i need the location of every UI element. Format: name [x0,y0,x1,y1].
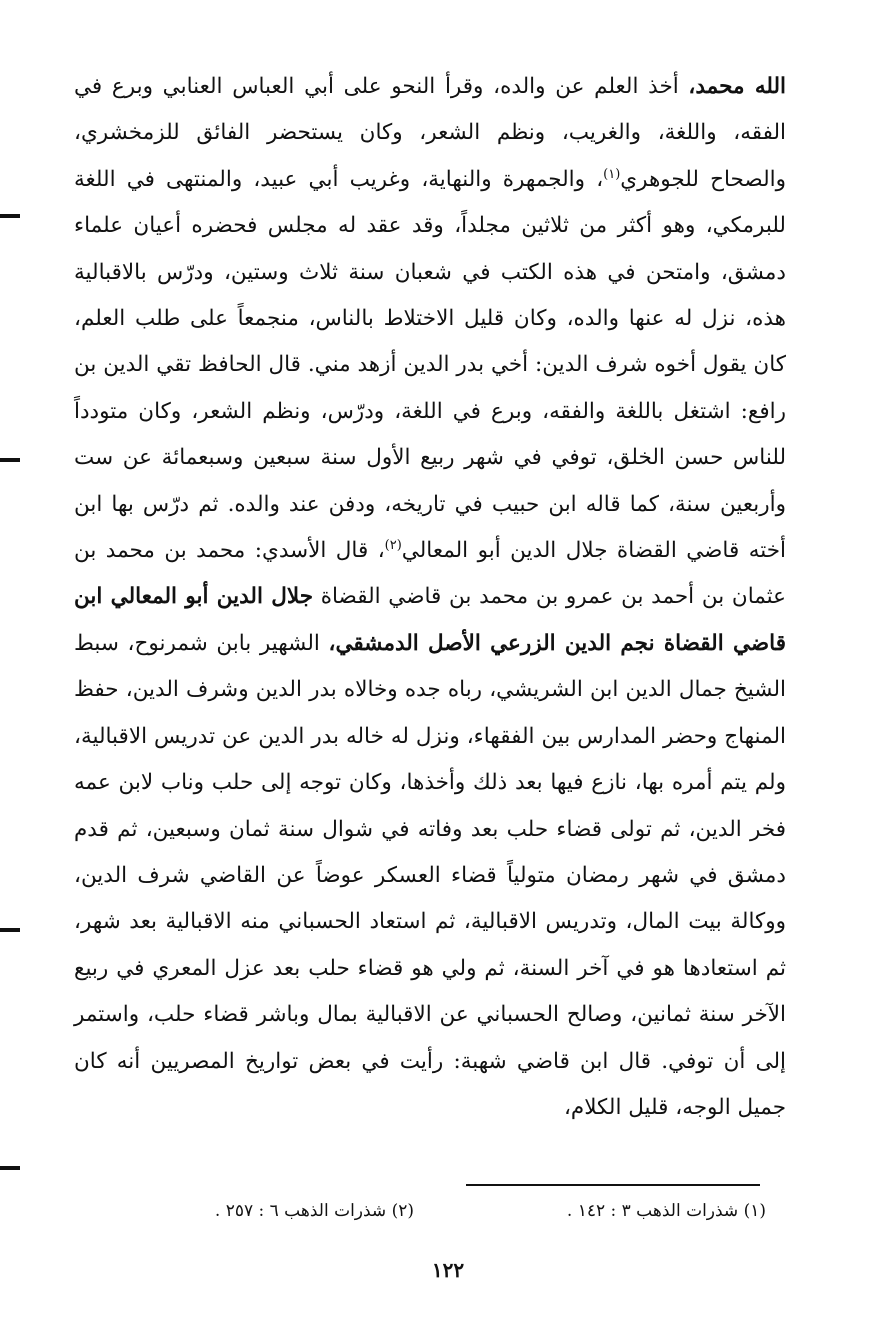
paragraph-text: أخذ العلم عن والده، وقرأ النحو على أبي العباس العنابي وبرع في الفقه، واللغة، والغريب، ونظم الشعر، وكان يستحضر الفائق للزمخشري، والصحاح للجوهري [74,74,786,192]
margin-mark [0,1166,20,1170]
body-paragraph [74,64,786,1131]
footnote-divider [466,1184,760,1186]
footnote-ref-1: (١) [603,166,621,182]
margin-mark [0,214,20,218]
paragraph-text: ، والجمهرة والنهاية، وغريب أبي عبيد، والمنتهى في اللغة للبرمكي، وهو أكثر من ثلاثين مجلداً، وقد عقد له مجلس فحضره أعيان علماء دمشق، وامتحن في هذه الكتب في شعبان سنة ثلاث وستين، ودرّس بالاقبالية هذه، نزل له عنها والده، وكان قليل الاختلاط بالناس، منجمعاً على طلب العلم، كان يقول أخوه شرف الدين: أخي بدر الدين أزهد مني. قال الحافظ تقي الدين بن رافع: اشتغل باللغة والفقه، وبرع في اللغة، ودرّس، ونظم الشعر، وكان متودداً للناس حسن الخلق، توفي في شهر ربيع الأول سنة سبعين وسبعمائة عن ست وأربعين سنة، كما قاله ابن حبيب في تاريخه، ودفن عند والده. ثم درّس بها ابن أخته قاضي القضاة جلال الدين أبو المعالي [74,166,786,564]
margin-mark [0,458,20,462]
footnote-1: (١) شذرات الذهب ٣ : ١٤٢ . [566,1201,766,1221]
page-number: ١٢٢ [431,1258,465,1282]
paragraph-text: الشهير بابن شمرنوح، سبط الشيخ جمال الدين ابن الشريشي، رباه جده وخالاه بدر الدين وشرف الدين، حفظ المنهاج وحضر المدارس بين الفقهاء، ونزل له خاله بدر الدين عن تدريس الاقبالية، ولم يتم أمره بها، نازع فيها بعد ذلك وأخذها، وكان توجه إلى حلب وناب لابن عمه فخر الدين، ثم تولى قضاء حلب بعد وفاته في شوال سنة ثمان وسبعين، ثم قدم دمشق في شهر رمضان متولياً قضاء العسكر عوضاً عن القاضي شرف الدين، ووكالة بيت المال، وتدريس الاقبالية، ثم استعاد الحسباني منه الاقبالية بعد شهر، ثم استعادها هو في آخر السنة، ثم ولي هو قضاء حلب بعد عزل المعري في ربيع الآخر سنة ثمانين، وصالح الحسباني عن الاقبالية بمال وباشر قضاء حلب، واستمر إلى أن توفي. قال ابن قاضي شهبة: رأيت في بعض تواريخ المصريين أنه كان جميل الوجه، قليل الكلام، [74,630,786,1120]
footnotes [120,1196,766,1226]
biography-name: جلال الدين أبو المعالي ابن قاضي القضاة نجم الدين الزرعي الأصل الدمشقي، [74,584,786,656]
footnote-ref-2: (٢) [384,537,402,553]
name-heading: الله محمد، [688,74,786,99]
margin-mark [0,928,20,932]
paragraph-text: ، قال الأسدي: محمد بن محمد بن عثمان بن أحمد بن عمرو بن محمد بن قاضي القضاة [74,538,786,610]
footnote-2: (٢) شذرات الذهب ٦ : ٢٥٧ . [214,1201,414,1221]
